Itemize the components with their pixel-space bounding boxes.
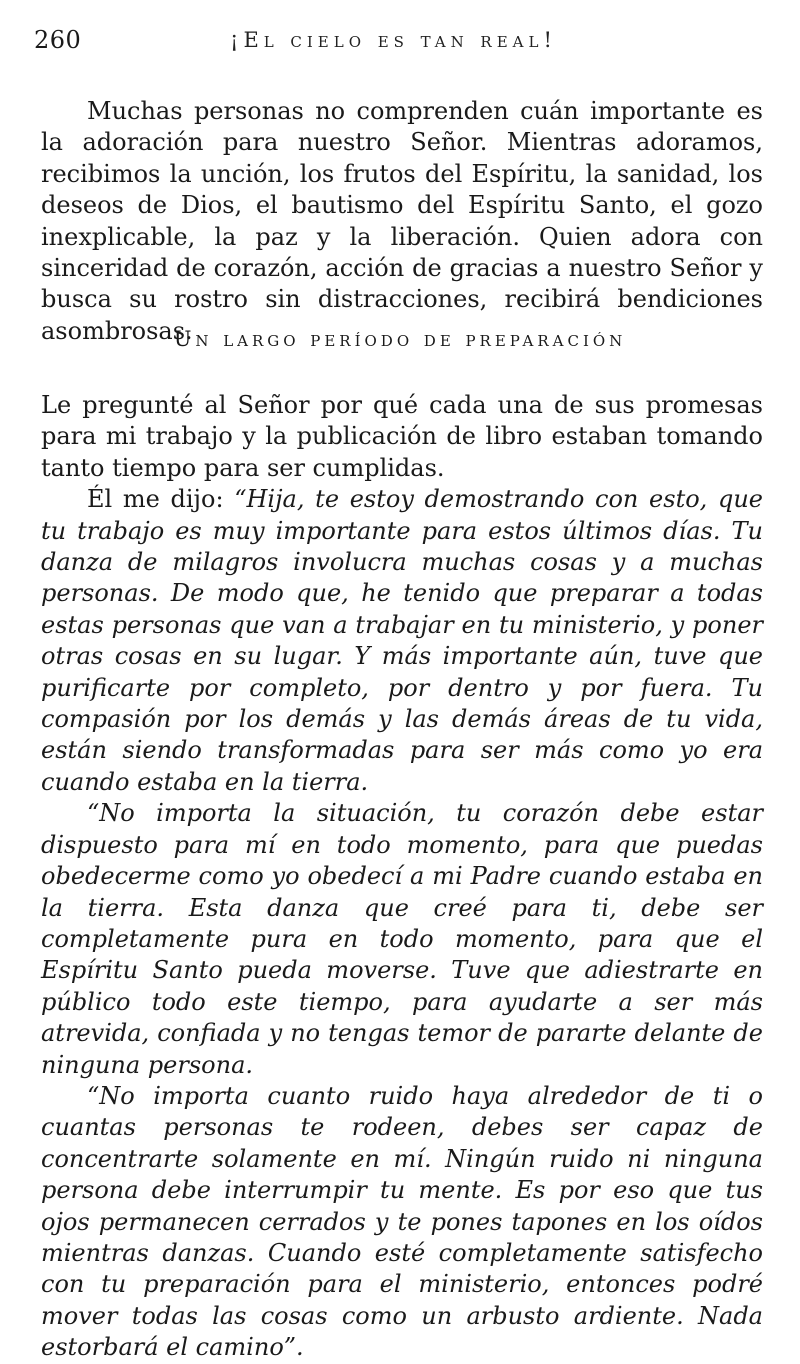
intro-block bbox=[41, 96, 763, 347]
page-header bbox=[34, 26, 766, 66]
page-number: 260 bbox=[34, 26, 82, 54]
paragraph-1: Le pregunté al Señor por qué cada una de sus promesas para mi trabajo y la publicación de libro estaban tomando tanto tiempo para ser cumplidas. bbox=[41, 391, 763, 482]
intro-paragraph: Muchas personas no comprenden cuán importante es la adoración para nuestro Señor. Mientras adoramos, recibimos la unción, los frutos del Espíritu, la sanidad, los deseos de Dios, el bautismo del Espíritu Santo, el gozo inexplicable, la paz y la liberación. Quien adora con sinceridad de corazón, acción de gracias a nuestro Señor y busca su rostro sin distracciones, recibirá bendiciones asombrosas. bbox=[41, 97, 763, 345]
section-body bbox=[41, 390, 763, 1364]
paragraph-2-quote: “Hija, te estoy demostrando con esto, que tu trabajo es muy importante para estos últimos días. Tu danza de milagros involucra muchas cosas y a muchas personas. De modo que, he tenido que preparar a todas estas personas que van a trabajar en tu ministerio, y poner otras cosas en su lugar. Y más importante aún, tuve que purificarte por completo, por dentro y por fuera. Tu compasión por los demás y las demás áreas de tu vida, están siendo transformadas para ser más como yo era cuando estaba en la tierra. bbox=[41, 485, 764, 796]
running-title: ¡El cielo es tan real! bbox=[230, 28, 557, 52]
section-title: Un largo período de preparación bbox=[173, 327, 627, 351]
paragraph-3: “No importa la situación, tu corazón debe estar dispuesto para mí en todo momento, para que puedas obedecerme como yo obedecí a mi Padre cuando estaba en la tierra. Esta danza que creé para ti, debe ser completamente pura en todo momento, para que el Espíritu Santo pueda moverse. Tuve que adiestrarte en público todo este tiempo, para ayudarte a ser más atrevida, confiada y no tengas temor de pararte delante de ninguna persona. bbox=[41, 799, 763, 1079]
paragraph-2 bbox=[41, 484, 763, 798]
paragraph-4: “No importa cuanto ruido haya alrededor de ti o cuantas personas te rodeen, debes ser capaz de concentrarte solamente en mí. Ningún ruido ni ninguna persona debe interrumpir tu mente. Es por eso que tus ojos permanecen cerrados y te pones tapones en los oídos mientras danzas. Cuando esté completamente satisfecho con tu preparación para el ministerio, entonces podré mover todas las cosas como un arbusto ardiente. Nada estorbará el camino”. bbox=[41, 1081, 763, 1362]
paragraph-2-lead: Él me dijo: bbox=[87, 485, 235, 514]
